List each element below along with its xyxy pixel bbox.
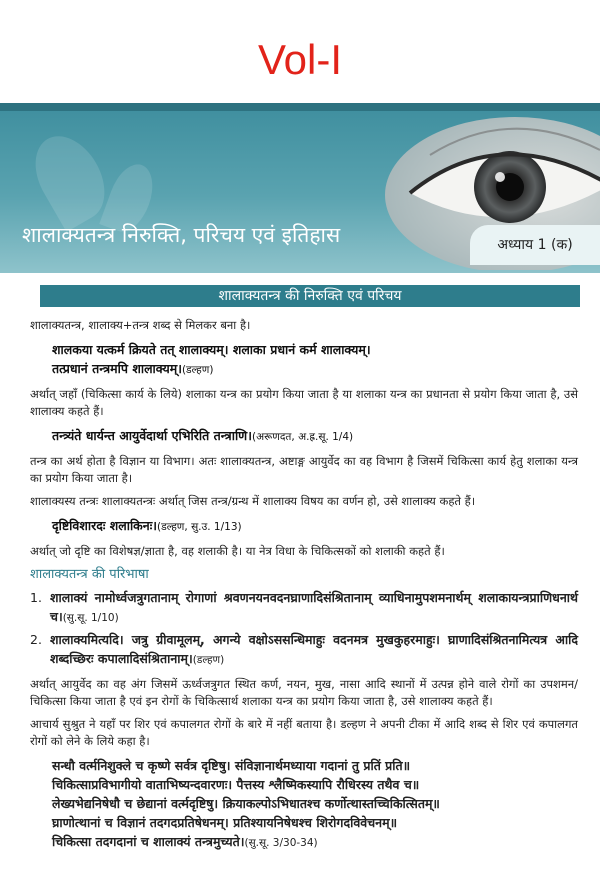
chapter-title: शालाक्यतन्त्र निरुक्ति, परिचय एवं इतिहास xyxy=(22,223,341,247)
verse-block xyxy=(52,516,578,537)
verse-line: तन्त्र्यंते धार्यन्त आयुर्वेदार्था एभिरिति तन्त्राणि। xyxy=(52,428,252,443)
definition-text: शालाक्यं नामोर्ध्वजत्रुगतानाम् रोगाणां श्रवणनयनवदनघ्राणादिसंश्रितानाम् व्याधिनामुपशमनार्थम् शलाकायन्त्रप्राणिधनार्थ च। xyxy=(50,590,578,624)
paragraph: तन्त्र का अर्थ होता है विज्ञान या विभाग। अतः शालाक्यतन्त्र, अष्टाङ्ग आयुर्वेद का वह विभाग है जिसमें चिकित्सा कार्य हेतु शलाका यन्त्र का प्रयोग किया जाता है। xyxy=(30,454,578,485)
verse-line: दृष्टिविशारदः शलाकिनः। xyxy=(52,518,157,533)
page-content xyxy=(30,285,578,853)
item-number: 1. xyxy=(30,590,42,605)
section-heading: शालाक्यतन्त्र की निरुक्ति एवं परिचय xyxy=(40,285,580,307)
definition-item xyxy=(30,588,578,628)
sloka-source: (सु.सू. 3/30-34) xyxy=(244,837,318,849)
verse-source: (डल्हण, सु.उ. 1/13) xyxy=(156,521,242,533)
sloka-line: लेख्यभेद्यनिषेधौ च छेद्यानां वर्त्मदृष्टिषु। क्रियाकल्पोऽभिधातश्च कर्णोत्थास्तच्चिकित्सितम्॥ xyxy=(52,796,440,811)
paragraph: अर्थात् जो दृष्टि का विशेषज्ञ/ज्ञाता है, वह शलाकी है। या नेत्र विधा के चिकित्सकों को शलाकी कहते हैं। xyxy=(30,544,445,558)
definition-list xyxy=(30,588,578,670)
definition-text: शालाक्यमित्यदि। जत्रु ग्रीवामूलम्, अगन्ये वक्षोऽससन्धिमाहुः वदनमत्र मुखकुहरमाहुः। घ्राणादिसंश्रितनामित्यत्र आदि शब्दच्छिरः कपालादिसंश्रितानाम्। xyxy=(50,632,578,666)
volume-label: Vol-I xyxy=(257,36,343,83)
verse-block xyxy=(52,340,578,380)
paragraph: शालाक्यस्य तन्त्रः शालाक्यतन्त्रः अर्थात् जिस तन्त्र/ग्रन्थ में शालाक्य विषय का वर्णन हो, उसे शालाक्य कहते हैं। xyxy=(30,494,476,508)
item-number: 2. xyxy=(30,632,42,647)
paragraph: आचार्य सुश्रुत ने यहाँ पर शिर एवं कपालगत रोगों के बारे में नहीं बताया है। डल्हण ने अपनी टीका में आदि शब्द से शिर एवं कपालगत रोगों को लेने के लिये कहा है। xyxy=(30,717,578,748)
definition-source: (डल्हण) xyxy=(192,654,225,666)
definition-item xyxy=(30,630,578,670)
verse-source: (डल्हण) xyxy=(181,364,214,376)
paragraph: शालाक्यतन्त्र, शालाक्य+तन्त्र शब्द से मिलकर बना है। xyxy=(30,318,251,332)
verse-line: तत्प्रधानं तन्त्रमपि शालाक्यम्। xyxy=(52,361,182,376)
subheading: शालाक्यतन्त्र की परिभाषा xyxy=(30,567,149,582)
verse-line: शालकया यत्कर्म क्रियते तत् शालाक्यम्। शलाका प्रधानं कर्म शालाक्यम्। xyxy=(52,342,371,357)
verse-block xyxy=(52,426,578,447)
banner-band xyxy=(0,103,600,111)
verse-source: (अरूणदत, अ.ह्र.सू. 1/4) xyxy=(251,431,354,443)
chapter-number-tag: अध्याय 1 (क) xyxy=(470,225,600,265)
sloka-line: चिकित्साप्रविभागीयो वाताभिष्यन्दवारणः। पैत्तस्य श्लैष्मिकस्यापि रौधिरस्य तथैव च॥ xyxy=(52,777,420,792)
sloka-block xyxy=(52,756,578,853)
sloka-line: घ्राणोत्थानां च विज्ञानं तदगदप्रतिषेधनम्। प्रतिश्यायनिषेधश्च शिरोगदविवेचनम्॥ xyxy=(52,815,398,830)
definition-source: (सु.सू. 1/10) xyxy=(62,612,119,624)
paragraph: अर्थात् आयुर्वेद का वह अंग जिसमें ऊर्ध्वजत्रुगत स्थित कर्ण, नयन, मुख, नासा आदि स्थानों में उत्पन्न होने वाले रोगों का उपशमन/चिकित्सा किया जाता है एवं इन रोगों के चिकित्सार्थ शलाका यन्त्र का प्रयोग किया जाता है, उसे शालाक्य कहते हैं। xyxy=(30,677,578,708)
sloka-line: चिकित्सा तदगदानां च शालाक्यं तन्त्रमुच्यते। xyxy=(52,834,245,849)
paragraph: अर्थात् जहाँ (चिकित्सा कार्य के लिये) शलाका यन्त्र का प्रयोग किया जाता है या शलाका यन्त्र का प्रधानता से प्रयोग किया जाता है, उसे शालाक्य कहते हैं। xyxy=(30,387,578,418)
sloka-line: सन्धौ वर्त्मनिशुक्ले च कृष्णे सर्वत्र दृष्टिषु। संविज्ञानार्थमध्याया गदानां तु प्रतिं प्रति॥ xyxy=(52,758,411,773)
